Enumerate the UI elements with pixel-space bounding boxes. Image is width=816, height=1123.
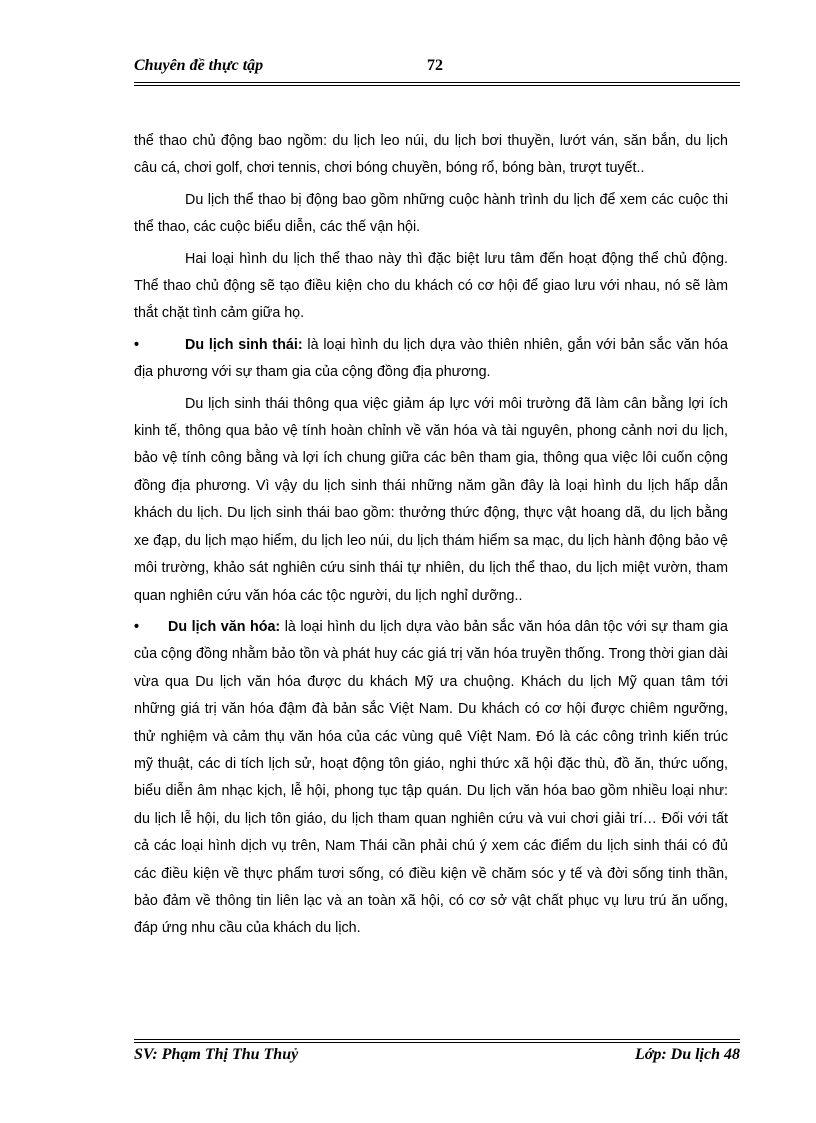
paragraph-sports-types: Hai loại hình du lịch thể thao này thì đặc biệt lưu tâm đến hoạt động thể chủ động. Thể thao chủ động sẽ tạo điều kiện cho du khách có cơ hội để giao lưu với nhau, nó sẽ làm thắt chặt tình cảm giữa họ. xyxy=(134,250,728,322)
footer-rule-thin xyxy=(134,1039,740,1040)
header-title: Chuyên đề thực tập xyxy=(134,57,264,74)
footer-rule-thick xyxy=(134,1042,740,1043)
bullet-heading: Du lịch sinh thái: xyxy=(185,336,303,353)
bullet-icon: • xyxy=(134,336,140,353)
paragraph-passive-sports: Du lịch thể thao bị động bao gồm những cuộc hành trình du lịch để xem các cuộc thi thể thao, các cuộc biểu diễn, các thế vận hội. xyxy=(134,191,728,236)
header-rule-thin xyxy=(134,85,740,86)
bullet-icon: • xyxy=(134,618,140,635)
bullet-eco-tourism xyxy=(134,332,728,387)
page-number: 72 xyxy=(427,57,443,74)
bullet-text: là loại hình du lịch dựa vào thiên nhiên, gắn với bản sắc văn hóa địa phương với sự tham gia của cộng đồng địa phương. xyxy=(134,336,729,381)
header-rule-thick xyxy=(134,82,740,83)
paragraph-sports-continued: thể thao chủ động bao ngồm: du lịch leo núi, du lịch bơi thuyền, lướt ván, săn bắn, du lịch câu cá, chơi golf, chơi tennis, chơi bóng chuyền, bóng rổ, bóng bàn, trượt tuyết.. xyxy=(134,133,728,177)
document-body xyxy=(134,128,728,947)
bullet-heading: Du lịch văn hóa: xyxy=(168,618,281,635)
paragraph-eco-tourism: Du lịch sinh thái thông qua việc giảm áp lực với môi trường đã làm cân bằng lợi ích kinh tế, thông qua bảo vệ tính hoàn chỉnh về văn hóa và tài nguyên, phong cảnh nơi du lịch, bảo vệ tính công bằng và lợi ích chung giữa các bên tham gia, thông qua việc lôi cuốn cộng đồng địa phương. Vì vậy du lịch sinh thái những năm gần đây là loại hình du lịch hấp dẫn khách du lịch. Du lịch sinh thái bao gồm: thưởng thức động, thực vật hoang dã, du lịch bằng xe đạp, du lịch mạo hiểm, du lịch leo núi, du lịch thám hiểm sa mạc, du lịch hành động bảo vệ môi trường, khảo sát nghiên cứu sinh thái tự nhiên, du lịch thể thao, du lịch miệt vườn, tham quan nghiên cứu văn hóa các tộc người, du lịch nghỉ dưỡng.. xyxy=(134,395,728,604)
page-header xyxy=(134,57,740,81)
bullet-culture-tourism xyxy=(134,614,728,943)
page-footer xyxy=(134,1046,740,1070)
footer-student: SV: Phạm Thị Thu Thuỷ xyxy=(134,1046,299,1063)
bullet-text: là loại hình du lịch dựa vào bản sắc văn hóa dân tộc với sự tham gia của cộng đồng nhằm bảo tồn và phát huy các giá trị văn hóa truyền thống. Trong thời gian dài vừa qua Du lịch văn hóa được du khách Mỹ ưa chuộng. Khách du lịch Mỹ quan tâm tới những giá trị văn hóa đậm đà bản sắc Việt Nam. Du khách có cơ hội được chiêm ngưỡng, thử nghiệm và cảm thụ văn hóa của các vùng quê Việt Nam. Đó là các công trình kiến trúc mỹ thuật, các di tích lịch sử, hoạt động tôn giáo, nghi thức xã hội đặc thù, đồ ăn, thức uống, biểu diễn âm nhạc kịch, lễ hội, phong tục tập quán. Du lịch văn hóa bao gồm nhiều loại như: du lịch lễ hội, du lịch tôn giáo, du lịch tham quan nghiên cứu và vui chơi giải trí… Đối với tất cả các loại hình dịch vụ trên, Nam Thái cần phải chú ý xem các điểm du lịch sinh thái có đủ các điều kiện về thực phẩm tươi sống, có điều kiện về chăm sóc y tế và đời sống tinh thần, bảo đảm về thông tin liên lạc và an toàn xã hội, có cơ sở vật chất phục vụ lưu trú ăn uống, đáp ứng nhu cầu của khách du lịch. xyxy=(134,618,728,937)
footer-class: Lớp: Du lịch 48 xyxy=(634,1046,740,1063)
